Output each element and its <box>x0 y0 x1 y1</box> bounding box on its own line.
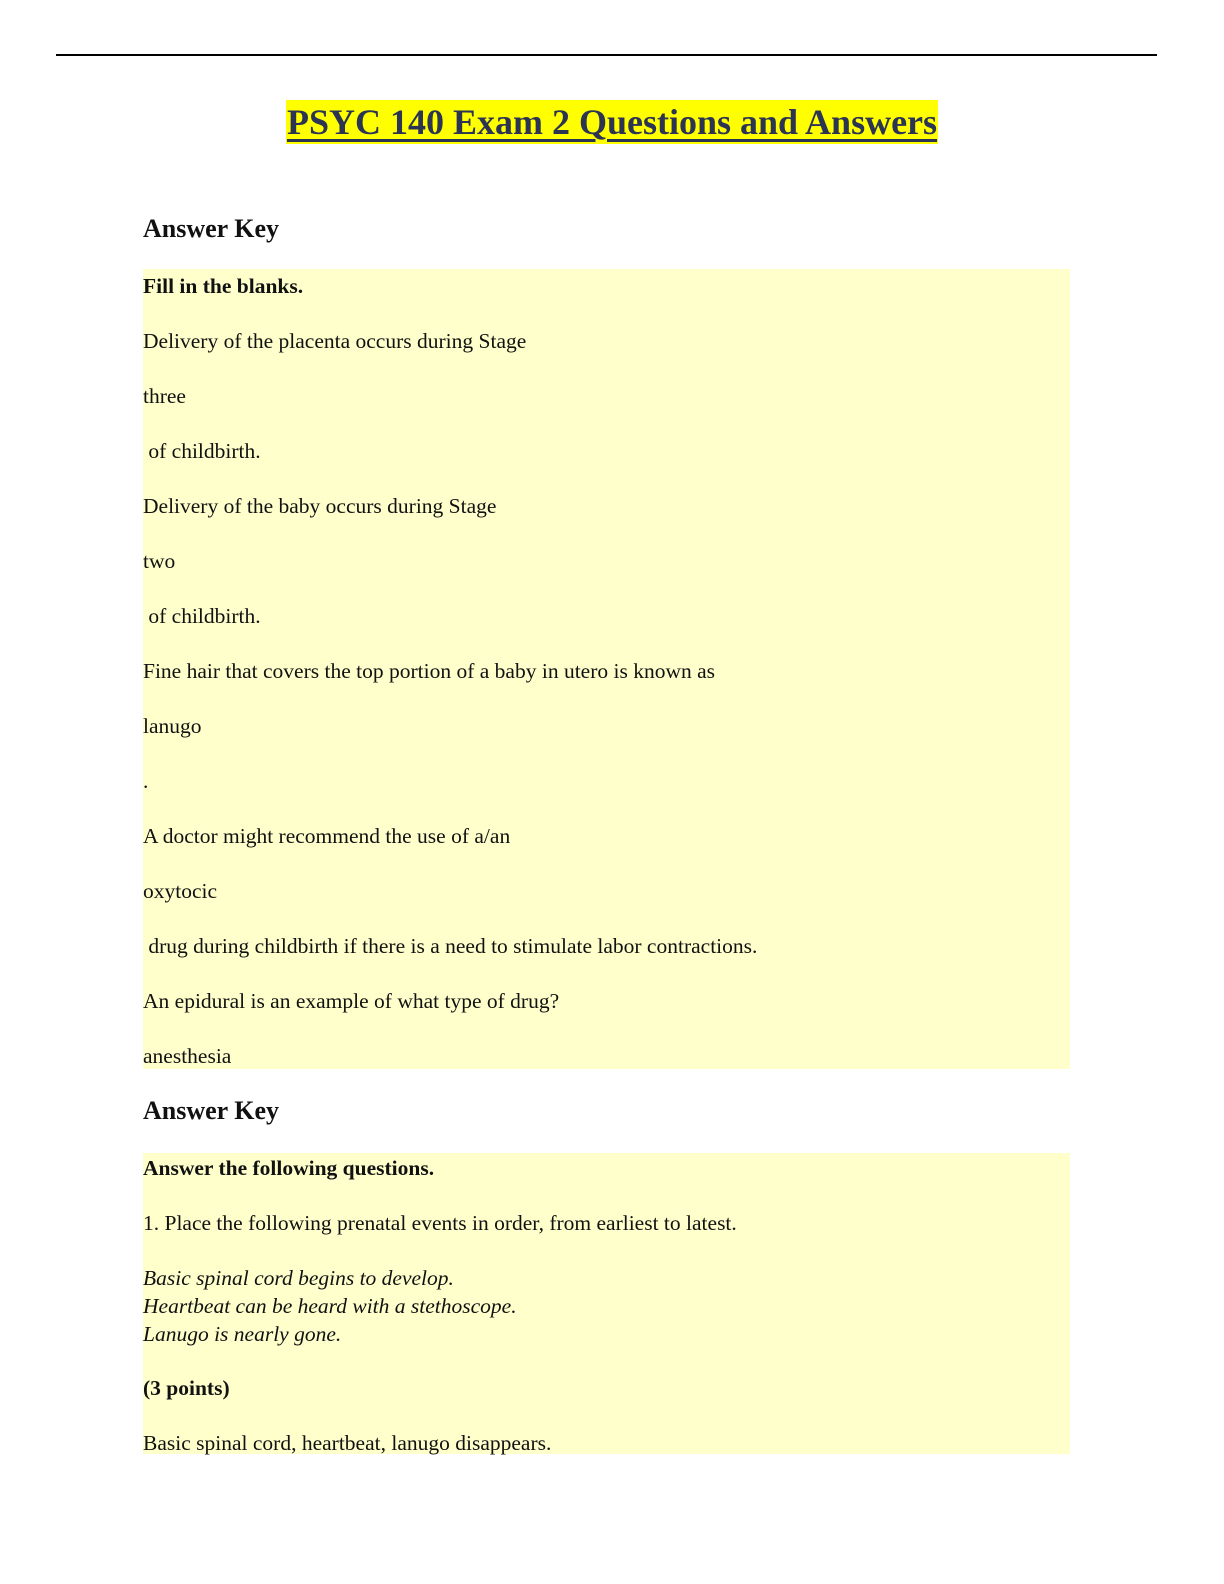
top-rule <box>56 54 1157 56</box>
event-item: Lanugo is nearly gone. <box>143 1322 342 1346</box>
question-text: 1. Place the following prenatal events in order, from earliest to latest. <box>143 1211 737 1235</box>
question-line: of childbirth. <box>143 439 261 463</box>
page-title: PSYC 140 Exam 2 Questions and Answers <box>286 102 938 142</box>
section1-heading: Answer Key <box>143 214 280 243</box>
section2-instruction: Answer the following questions. <box>143 1156 435 1180</box>
section1-panel <box>143 269 1070 1069</box>
answer-line: lanugo <box>143 714 202 738</box>
question-line: Fine hair that covers the top portion of a baby in utero is known as <box>143 659 716 683</box>
event-item: Basic spinal cord begins to develop. <box>143 1266 454 1290</box>
answer-text: Basic spinal cord, heartbeat, lanugo disappears. <box>143 1431 552 1455</box>
question-line: Delivery of the baby occurs during Stage <box>143 494 497 518</box>
question-line: Delivery of the placenta occurs during Stage <box>143 329 527 353</box>
question-line: of childbirth. <box>143 604 261 628</box>
question-line: A doctor might recommend the use of a/an <box>143 824 511 848</box>
section2-heading: Answer Key <box>143 1096 280 1125</box>
section2-panel <box>143 1153 1070 1454</box>
title-block <box>0 100 1224 144</box>
points-label: (3 points) <box>143 1376 230 1400</box>
question-line: drug during childbirth if there is a need to stimulate labor contractions. <box>143 934 758 958</box>
question-line: . <box>143 769 149 793</box>
section1-instruction: Fill in the blanks. <box>143 274 304 298</box>
answer-line: oxytocic <box>143 879 218 903</box>
answer-line: three <box>143 384 186 408</box>
question-line: An epidural is an example of what type of drug? <box>143 989 560 1013</box>
answer-line: anesthesia <box>143 1044 232 1068</box>
event-item: Heartbeat can be heard with a stethoscope. <box>143 1294 517 1318</box>
answer-line: two <box>143 549 176 573</box>
